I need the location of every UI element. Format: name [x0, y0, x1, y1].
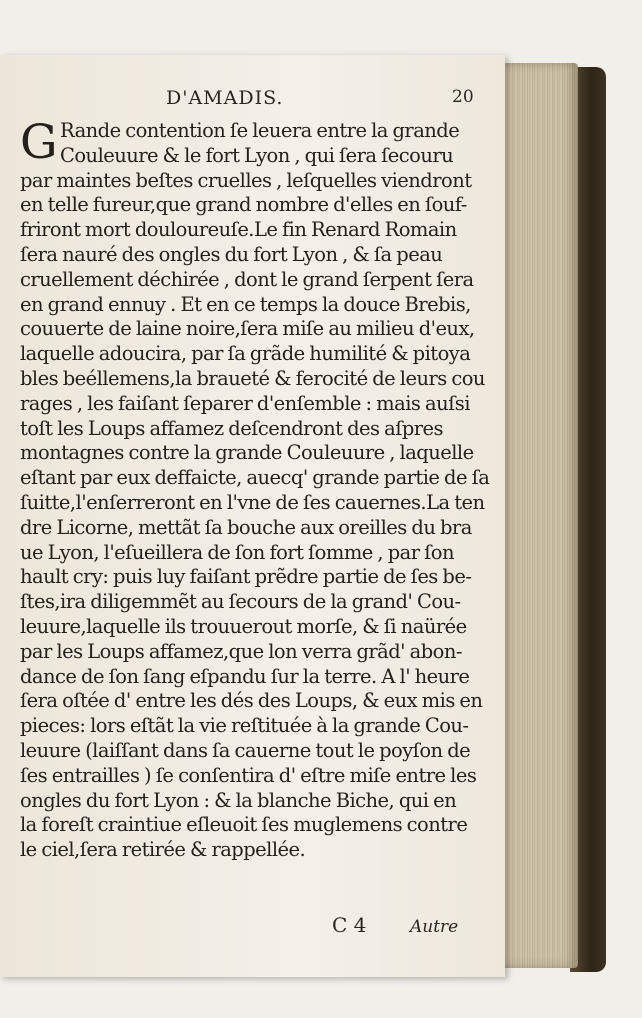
- text-line: hault cry: puis luy faiſant prẽdre partie de ſes be-: [20, 565, 472, 589]
- page-number: 20: [452, 87, 474, 107]
- text-line: ſes entrailles ) ſe conſentira d' eſtre miſe entre les: [20, 763, 477, 787]
- running-title: D'AMADIS.: [166, 87, 284, 109]
- text-line: la foreſt craintiue eſleuoit ſes muglemens contre: [20, 813, 468, 837]
- drop-cap: G: [20, 115, 57, 170]
- text-line: cruellement déchirée , dont le grand ſerpent ſera: [20, 267, 474, 291]
- text-line: Rande contention ſe leuera entre la grande: [60, 119, 460, 142]
- text-line: rages , les faiſant ſeparer d'enſemble : mais auſsi: [20, 391, 470, 415]
- text-line: eſtant par eux deffaicte, auecq' grande partie de ſa: [20, 466, 490, 490]
- text-line: ſuitte,l'enſerreront en l'vne de ſes cauernes.La ten: [20, 490, 485, 514]
- text-line: montagnes contre la grande Couleuure , laquelle: [20, 441, 474, 465]
- page-footer: [0, 913, 505, 949]
- text-line: laquelle adoucira, par ſa grãde humilité & pitoya: [20, 342, 471, 366]
- text-line: leuure,laquelle ils trouuerout morſe, & ſi naürée: [20, 614, 467, 638]
- signature-mark: C 4: [332, 913, 367, 937]
- text-line: Couleuure & le fort Lyon , qui ſera ſecouru: [60, 143, 454, 167]
- text-line: dance de ſon ſang eſpandu ſur la terre. A l' heure: [20, 664, 470, 688]
- text-line: bles beéllemens,la braueté & ferocité de leurs cou: [20, 366, 485, 390]
- text-line: dre Licorne, mettãt ſa bouche aux oreilles du bra: [20, 515, 472, 539]
- catchword: Autre: [410, 917, 459, 937]
- text-line: ſera nauré des ongles du fort Lyon , & ſa peau: [20, 242, 443, 266]
- text-line: ongles du fort Lyon : & la blanche Biche, qui en: [20, 788, 457, 812]
- text-line: pieces: lors eſtãt la vie reſtituée à la grande Cou-: [20, 714, 469, 738]
- text-line: couuerte de laine noire,ſera miſe au milieu d'eux,: [20, 317, 475, 341]
- text-line: toſt les Loups affamez deſcendront des aſpres: [20, 416, 444, 440]
- text-line: le ciel,ſera retirée & rappellée.: [20, 838, 306, 862]
- text-line: en grand ennuy . Et en ce temps la douce Brebis,: [20, 292, 471, 316]
- text-line: par maintes beſtes cruelles , leſquelles viendront: [20, 168, 472, 192]
- text-line: ſera oſtée d' entre les dés des Loups, & eux mis en: [20, 689, 483, 713]
- text-line: ue Lyon, l'eſueillera de ſon fort ſomme , par ſon: [20, 540, 454, 564]
- book-fore-edge: [498, 63, 578, 968]
- book-page: [0, 55, 505, 977]
- page-text: [20, 115, 502, 863]
- running-head: [0, 83, 505, 113]
- text-line: friront mort douloureuſe.Le fin Renard Romain: [20, 218, 457, 242]
- text-line: en telle fureur,que grand nombre d'elles en ſouf-: [20, 193, 467, 217]
- text-line: leuure (laiſſant dans ſa cauerne tout le poyſon de: [20, 738, 471, 762]
- book: [0, 55, 612, 980]
- text-line: ſtes,ira diligemmẽt au ſecours de la grand' Cou-: [20, 590, 461, 614]
- text-line: par les Loups affamez,que lon verra grãd' abon-: [20, 639, 462, 663]
